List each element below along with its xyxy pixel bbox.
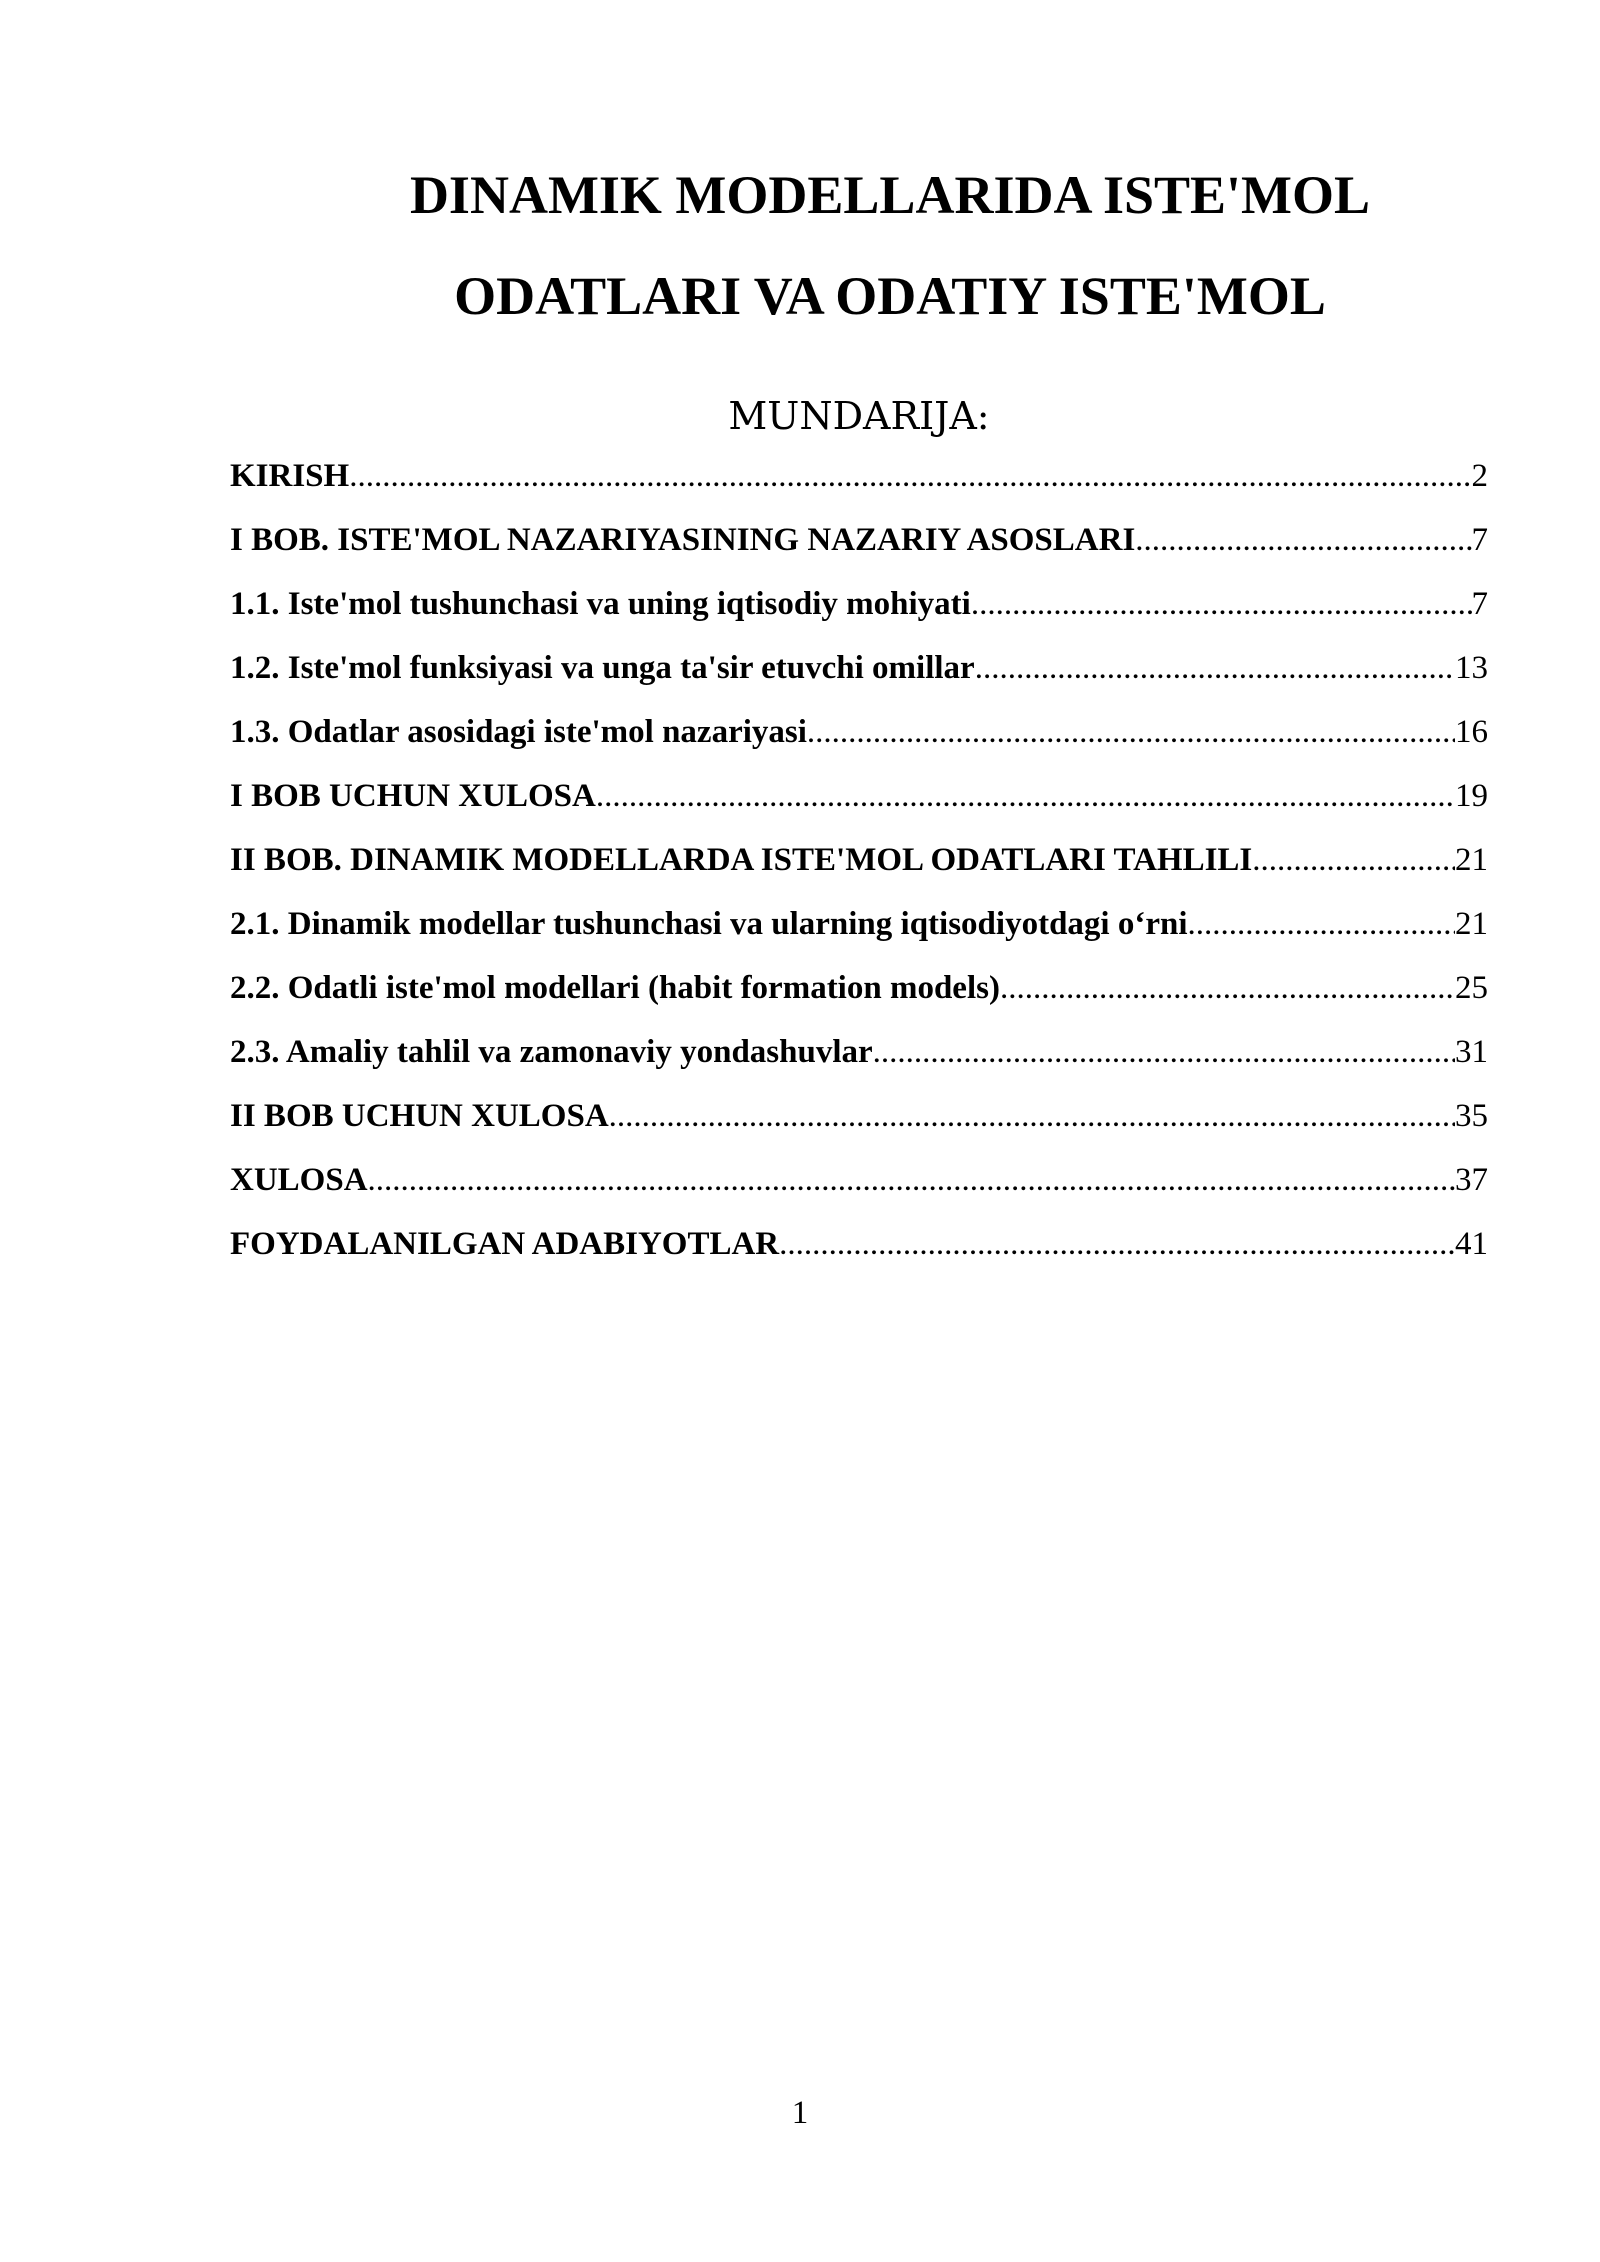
toc-entry-title: II BOB UCHUN XULOSA: [230, 1098, 609, 1134]
toc-entry-page: 16: [1455, 714, 1488, 750]
toc-dot-leader: [1188, 899, 1456, 949]
toc-dot-leader: [971, 579, 1472, 629]
toc-entry-page: 13: [1455, 650, 1488, 686]
toc-entry-title: XULOSA: [230, 1162, 368, 1198]
toc-entry-page: 7: [1471, 586, 1488, 622]
toc-entry-section-1-2: [230, 643, 1488, 707]
toc-entry-title: 2.1. Dinamik modellar tushunchasi va ularning iqtisodiyotdagi o‘rni: [230, 906, 1188, 942]
toc-dot-leader: [349, 451, 1471, 501]
toc-entry-section-1-3: [230, 707, 1488, 771]
toc-entry-section-1-1: [230, 579, 1488, 643]
toc-dot-leader: [873, 1027, 1455, 1077]
toc-entry-title: I BOB. ISTE'MOL NAZARIYASINING NAZARIY ASOSLARI: [230, 522, 1136, 558]
toc-entry-section-2-2: [230, 963, 1488, 1027]
toc-entry-page: 25: [1455, 970, 1488, 1006]
toc-entry-references: [230, 1219, 1488, 1283]
toc-entry-page: 21: [1455, 842, 1488, 878]
toc-entry-page: 7: [1471, 522, 1488, 558]
toc-dot-leader: [779, 1219, 1455, 1269]
toc-entry-page: 37: [1455, 1162, 1488, 1198]
toc-entry-kirish: [230, 451, 1488, 515]
toc-entry-page: 41: [1455, 1226, 1488, 1262]
toc-entry-section-2-1: [230, 899, 1488, 963]
toc-entry-title: 1.3. Odatlar asosidagi iste'mol nazariyasi: [230, 714, 807, 750]
toc-dot-leader: [1252, 835, 1455, 885]
toc-dot-leader: [596, 771, 1455, 821]
toc-entry-page: 35: [1455, 1098, 1488, 1134]
toc-entry-chapter-1-conclusion: [230, 771, 1488, 835]
toc-entry-title: I BOB UCHUN XULOSA: [230, 778, 596, 814]
document-title-line-2: ODATLARI VA ODATIY ISTE'MOL: [454, 266, 1326, 326]
toc-dot-leader: [1135, 515, 1471, 565]
table-of-contents: [230, 451, 1488, 1283]
toc-entry-chapter-2-conclusion: [230, 1091, 1488, 1155]
toc-heading: MUNDARIJA:: [728, 394, 990, 438]
toc-dot-leader: [609, 1091, 1455, 1141]
document-title: [300, 145, 1480, 347]
toc-entry-chapter-1: [230, 515, 1488, 579]
toc-dot-leader: [368, 1155, 1455, 1205]
toc-entry-conclusion: [230, 1155, 1488, 1219]
toc-entry-section-2-3: [230, 1027, 1488, 1091]
toc-entry-title: 1.2. Iste'mol funksiyasi va unga ta'sir etuvchi omillar: [230, 650, 975, 686]
toc-entry-page: 2: [1471, 458, 1488, 494]
toc-entry-title: II BOB. DINAMIK MODELLARDA ISTE'MOL ODATLARI TAHLILI: [230, 842, 1253, 878]
toc-entry-title: KIRISH: [230, 458, 350, 494]
toc-entry-title: 1.1. Iste'mol tushunchasi va uning iqtisodiy mohiyati: [230, 586, 971, 622]
toc-entry-chapter-2: [230, 835, 1488, 899]
toc-entry-title: 2.2. Odatli iste'mol modellari (habit formation models): [230, 970, 1000, 1006]
document-title-line-1: DINAMIK MODELLARIDA ISTE'MOL: [409, 165, 1371, 225]
toc-entry-page: 19: [1455, 778, 1488, 814]
toc-dot-leader: [1000, 963, 1455, 1013]
toc-entry-page: 31: [1455, 1034, 1488, 1070]
toc-entry-title: FOYDALANILGAN ADABIYOTLAR: [230, 1226, 780, 1262]
toc-entry-title: 2.3. Amaliy tahlil va zamonaviy yondashuvlar: [230, 1034, 873, 1070]
toc-entry-page: 21: [1455, 906, 1488, 942]
page-number: 1: [791, 2095, 809, 2131]
toc-dot-leader: [807, 707, 1455, 757]
toc-dot-leader: [975, 643, 1455, 693]
